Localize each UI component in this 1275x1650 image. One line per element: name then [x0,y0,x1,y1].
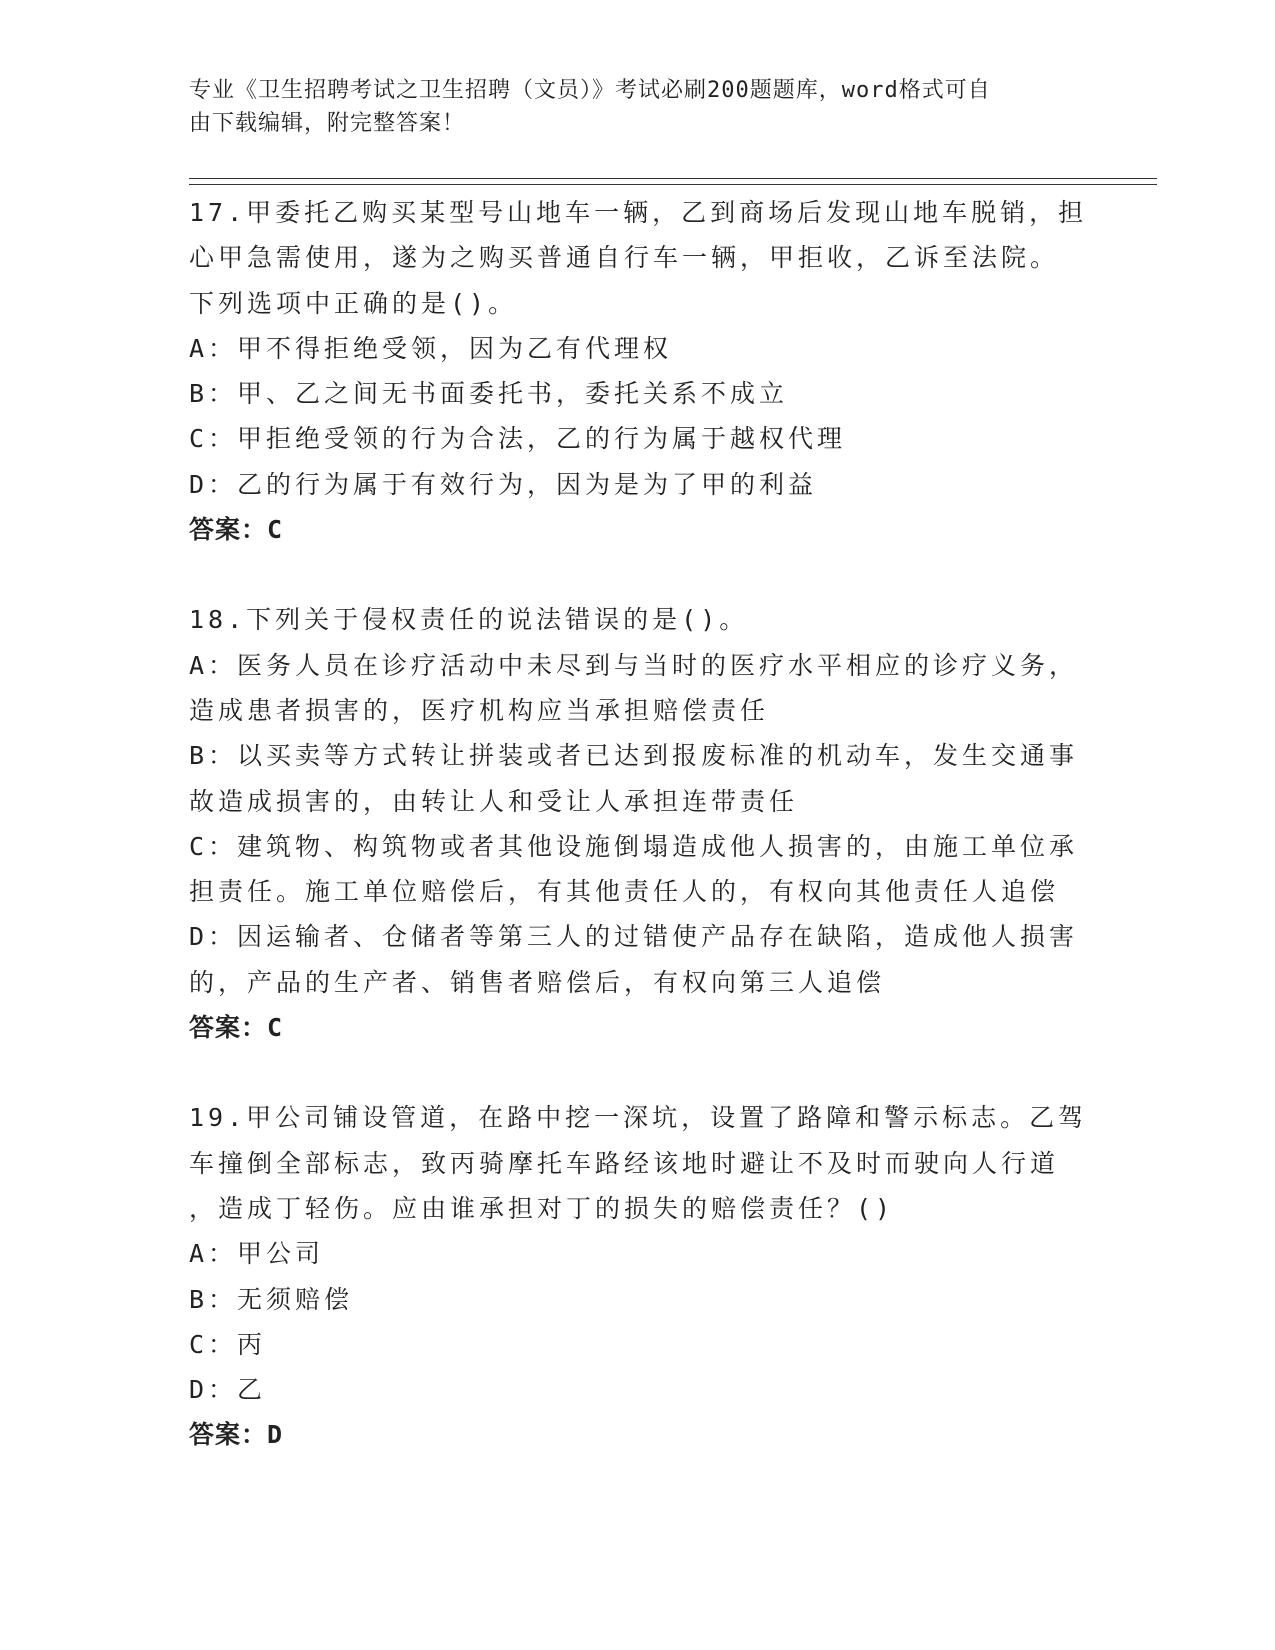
question-18-line-1: 18.下列关于侵权责任的说法错误的是()。 [189,605,749,635]
question-19-line-1: 19.甲公司铺设管道，在路中挖一深坑，设置了路障和警示标志。乙驾 [189,1103,1088,1133]
question-18-option-b-line-2: 故造成损害的，由转让人和受让人承担连带责任 [189,786,799,816]
question-19 [189,1095,1089,1457]
question-18-option-d-line-1: D：因运输者、仓储者等第三人的过错使产品存在缺陷，造成他人损害 [189,922,1079,952]
document-header [189,74,1089,140]
question-18-option-c-line-2: 担责任。施工单位赔偿后，有其他责任人的，有权向其他责任人追偿 [189,877,1060,907]
question-19-option-d: D：乙 [189,1375,267,1405]
question-19-line-2: 车撞倒全部标志，致丙骑摩托车路经该地时避让不及时而驶向人行道 [189,1148,1060,1178]
header-divider-bottom [189,184,1157,185]
question-17 [189,190,1089,552]
question-17-line-3: 下列选项中正确的是()。 [189,288,518,318]
question-19-option-b: B：无须赔偿 [189,1284,354,1314]
question-19-answer: 答案：D [189,1420,284,1450]
question-17-option-b: B：甲、乙之间无书面委托书，委托关系不成立 [189,379,789,409]
header-line-1: 专业《卫生招聘考试之卫生招聘（文员）》考试必刷200题题库，word格式可自 [189,78,991,103]
question-19-option-a: A：甲公司 [189,1239,325,1269]
question-18-option-a-line-1: A：医务人员在诊疗活动中未尽到与当时的医疗水平相应的诊疗义务， [189,650,1079,680]
question-18-option-c-line-1: C：建筑物、构筑物或者其他设施倒塌造成他人损害的，由施工单位承 [189,831,1079,861]
question-17-line-2: 心甲急需使用，遂为之购买普通自行车一辆，甲拒收，乙诉至法院。 [189,243,1060,273]
question-spacer [189,552,1089,597]
question-19-option-c: C：丙 [189,1329,267,1359]
question-18-option-d-line-2: 的，产品的生产者、销售者赔偿后，有权向第三人追偿 [189,967,886,997]
question-17-line-1: 17.甲委托乙购买某型号山地车一辆，乙到商场后发现山地车脱销，担 [189,198,1088,227]
header-line-2: 由下载编辑，附完整答案！ [189,111,466,136]
question-17-answer: 答案：C [189,515,284,545]
header-divider-top [189,178,1157,179]
question-18 [189,597,1089,1050]
question-17-option-c: C：甲拒绝受领的行为合法，乙的行为属于越权代理 [189,424,847,454]
question-18-option-b-line-1: B：以买卖等方式转让拼装或者已达到报废标准的机动车，发生交通事 [189,741,1079,771]
question-19-line-3: ，造成丁轻伤。应由谁承担对丁的损失的赔偿责任？() [189,1193,895,1223]
question-18-answer: 答案：C [189,1013,284,1043]
questions-content [189,190,1089,1458]
question-18-option-a-line-2: 造成患者损害的，医疗机构应当承担赔偿责任 [189,695,770,725]
question-spacer [189,1050,1089,1095]
question-17-option-a: A：甲不得拒绝受领，因为乙有代理权 [189,333,673,363]
question-17-option-d: D：乙的行为属于有效行为，因为是为了甲的利益 [189,469,818,499]
